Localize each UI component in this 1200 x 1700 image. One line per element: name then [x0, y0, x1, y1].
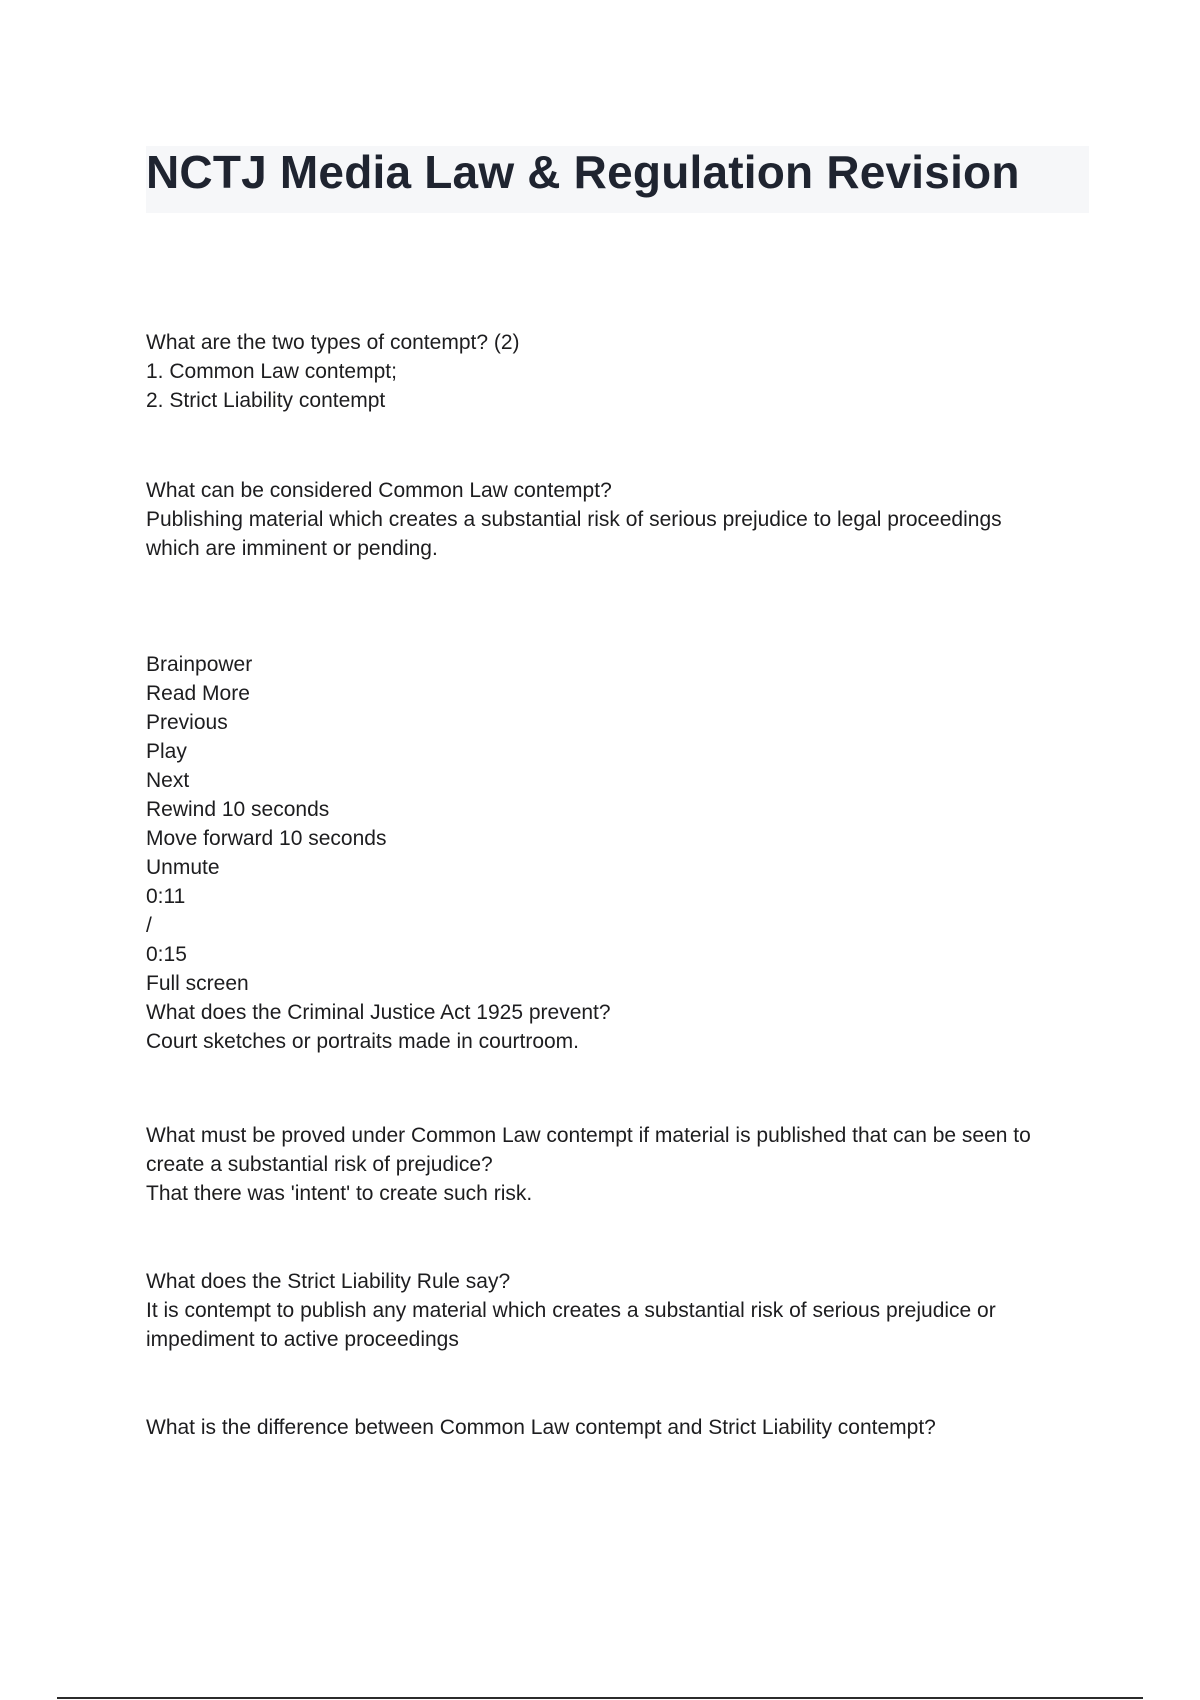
answer-line: 2. Strict Liability contempt	[146, 389, 386, 412]
answer-line: impediment to active proceedings	[146, 1328, 459, 1351]
play-button[interactable]: Play	[146, 740, 187, 763]
flashcard-2	[146, 476, 1091, 563]
document-title: NCTJ Media Law & Regulation Revision	[146, 146, 1020, 198]
forward-button[interactable]: Move forward 10 seconds	[146, 827, 387, 850]
question-text: create a substantial risk of prejudice?	[146, 1153, 493, 1176]
answer-line: 1. Common Law contempt;	[146, 360, 397, 383]
media-player-text	[146, 650, 1091, 1056]
rewind-button[interactable]: Rewind 10 seconds	[146, 798, 330, 821]
question-text: What is the difference between Common Law contempt and Strict Liability contempt?	[146, 1416, 936, 1439]
question-text: What does the Strict Liability Rule say?	[146, 1270, 511, 1293]
answer-line: which are imminent or pending.	[146, 537, 438, 560]
full-screen-button[interactable]: Full screen	[146, 972, 249, 995]
answer-line: That there was 'intent' to create such risk.	[146, 1182, 533, 1205]
flashcard-6	[146, 1413, 1091, 1442]
question-text: What must be proved under Common Law contempt if material is published that can be seen to	[146, 1124, 1031, 1147]
duration: 0:15	[146, 943, 187, 966]
page-divider	[57, 1697, 1143, 1699]
answer-line: Court sketches or portraits made in courtroom.	[146, 1030, 580, 1053]
next-button[interactable]: Next	[146, 769, 190, 792]
previous-button[interactable]: Previous	[146, 711, 228, 734]
time-separator: /	[146, 914, 152, 937]
question-text: What does the Criminal Justice Act 1925 prevent?	[146, 1001, 611, 1024]
current-time: 0:11	[146, 885, 186, 908]
read-more-link[interactable]: Read More	[146, 682, 250, 705]
flashcard-1	[146, 328, 1091, 415]
question-text: What can be considered Common Law contempt?	[146, 479, 612, 502]
answer-line: Publishing material which creates a substantial risk of serious prejudice to legal proceedings	[146, 508, 1002, 531]
flashcard-4	[146, 1121, 1091, 1208]
unmute-button[interactable]: Unmute	[146, 856, 220, 879]
flashcard-5	[146, 1267, 1091, 1354]
answer-line: It is contempt to publish any material which creates a substantial risk of serious prejudice or	[146, 1299, 996, 1322]
brand-label: Brainpower	[146, 653, 253, 676]
question-text: What are the two types of contempt? (2)	[146, 331, 520, 354]
